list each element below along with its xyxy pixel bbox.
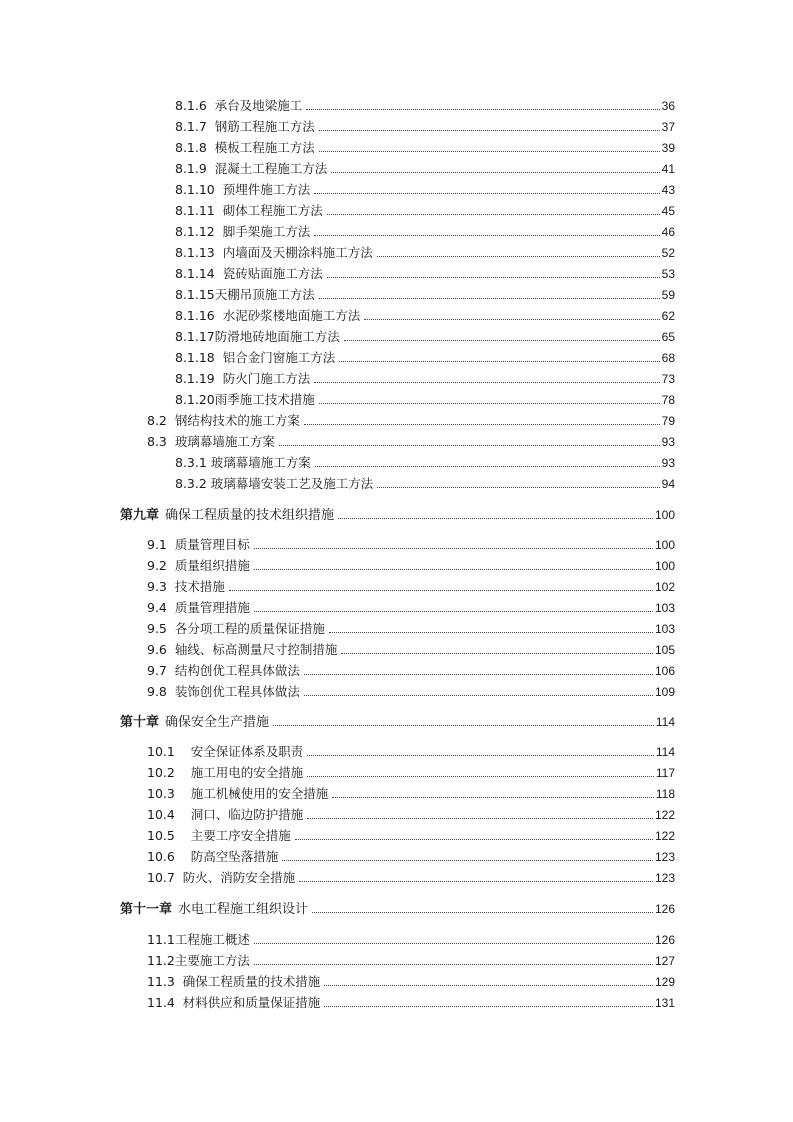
toc-entry-8-3[interactable]	[147, 433, 675, 451]
toc-entry-label: 9.8 装饰创优工程具体做法	[147, 684, 300, 699]
toc-entry-8-1-12[interactable]	[175, 223, 675, 241]
toc-page-number: 109	[654, 685, 675, 699]
toc-page-number: 52	[661, 246, 675, 260]
toc-entry-label: 8.3 玻璃幕墙施工方案	[147, 434, 275, 449]
toc-chapter-label: 第九章 确保工程质量的技术组织措施	[120, 508, 335, 523]
toc-page-number: 46	[661, 225, 675, 239]
toc-entry-label: 10.3 施工机械使用的安全措施	[147, 786, 329, 801]
toc-page-number: 114	[655, 715, 675, 729]
toc-page-number: 100	[654, 508, 675, 522]
toc-page-number: 100	[654, 538, 675, 552]
toc-entry-9-6[interactable]	[147, 641, 675, 659]
toc-entry-label: 8.1.11 砌体工程施工方法	[175, 203, 323, 218]
toc-page-number: 126	[654, 933, 675, 947]
toc-page-number: 103	[654, 622, 675, 636]
toc-page-number: 122	[654, 829, 675, 843]
toc-entry-8-1-9[interactable]	[175, 160, 675, 178]
toc-page-number: 36	[661, 99, 675, 113]
toc-page-number: 127	[654, 954, 675, 968]
toc-entry-label: 10.6 防高空坠落措施	[147, 849, 279, 864]
toc-entry-label: 8.1.12 脚手架施工方法	[175, 224, 311, 239]
toc-entry-9-4[interactable]	[147, 599, 675, 617]
toc-entry-label: 8.1.17防滑地砖地面施工方法	[175, 329, 340, 344]
toc-page-number: 102	[654, 580, 675, 594]
toc-entry-label: 8.1.19 防火门施工方法	[175, 371, 311, 386]
toc-entry-label: 10.1 安全保证体系及职责	[147, 744, 304, 759]
toc-entry-10-4[interactable]	[147, 806, 675, 824]
toc-entry-9-1[interactable]	[147, 536, 675, 554]
toc-entry-label: 8.1.10 预埋件施工方法	[175, 182, 311, 197]
toc-entry-10-5[interactable]	[147, 827, 675, 845]
toc-page-number: 39	[661, 141, 675, 155]
toc-chapter-9[interactable]	[120, 506, 675, 524]
toc-entry-8-1-6[interactable]	[175, 97, 675, 115]
toc-entry-8-1-13[interactable]	[175, 244, 675, 262]
toc-entry-label: 8.1.20雨季施工技术措施	[175, 392, 315, 407]
toc-entry-8-3-1[interactable]	[175, 454, 675, 472]
toc-page-number: 78	[661, 393, 675, 407]
toc-entry-9-7[interactable]	[147, 662, 675, 680]
toc-entry-label: 8.1.9 混凝土工程施工方法	[175, 161, 328, 176]
toc-page-number: 105	[654, 643, 675, 657]
toc-entry-label: 10.5 主要工序安全措施	[147, 828, 291, 843]
toc-entry-label: 8.3.1 玻璃幕墙施工方案	[175, 455, 311, 470]
toc-entry-label: 8.1.7 钢筋工程施工方法	[175, 119, 315, 134]
toc-page-number: 118	[655, 787, 675, 801]
toc-page-number: 41	[661, 162, 675, 176]
toc-page-number: 122	[654, 808, 675, 822]
toc-entry-8-1-18[interactable]	[175, 349, 675, 367]
toc-entry-10-2[interactable]	[147, 764, 675, 782]
toc-entry-label: 8.1.18 铝合金门窗施工方法	[175, 350, 336, 365]
toc-page-number: 131	[654, 996, 675, 1010]
toc-entry-10-6[interactable]	[147, 848, 675, 866]
toc-entry-9-3[interactable]	[147, 578, 675, 596]
toc-entry-8-1-11[interactable]	[175, 202, 675, 220]
toc-entry-label: 8.1.16 水泥砂浆楼地面施工方法	[175, 308, 361, 323]
toc-entry-10-7[interactable]	[147, 869, 675, 887]
toc-page-number: 94	[661, 477, 675, 491]
toc-page-number: 103	[654, 601, 675, 615]
toc-entry-8-2[interactable]	[147, 412, 675, 430]
toc-page-number: 43	[661, 183, 675, 197]
toc-entry-9-8[interactable]	[147, 683, 675, 701]
toc-chapter-11[interactable]	[120, 900, 675, 918]
toc-page-number: 68	[661, 351, 675, 365]
toc-entry-label: 8.1.14 瓷砖贴面施工方法	[175, 266, 323, 281]
toc-entry-label: 8.1.6 承台及地梁施工	[175, 98, 303, 113]
toc-chapter-10[interactable]	[120, 713, 675, 731]
toc-page-number: 62	[661, 309, 675, 323]
toc-entry-9-2[interactable]	[147, 557, 675, 575]
toc-page-number: 93	[661, 456, 675, 470]
toc-entry-8-1-16[interactable]	[175, 307, 675, 325]
toc-page-number: 123	[654, 850, 675, 864]
toc-entry-label: 8.1.15天棚吊顶施工方法	[175, 287, 315, 302]
toc-page-number: 126	[654, 902, 675, 916]
toc-entry-8-1-19[interactable]	[175, 370, 675, 388]
toc-page-number: 73	[661, 372, 675, 386]
toc-entry-8-1-17[interactable]	[175, 328, 675, 346]
toc-page-number: 65	[661, 330, 675, 344]
toc-entry-label: 11.4 材料供应和质量保证措施	[147, 995, 321, 1010]
toc-page-number: 117	[655, 766, 675, 780]
toc-page-number: 129	[654, 975, 675, 989]
toc-entry-8-1-15[interactable]	[175, 286, 675, 304]
toc-entry-label: 9.1 质量管理目标	[147, 537, 250, 552]
toc-entry-8-1-20[interactable]	[175, 391, 675, 409]
toc-chapter-label: 第十章 确保安全生产措施	[120, 715, 270, 730]
toc-page-number: 59	[661, 288, 675, 302]
toc-entry-label: 8.3.2 玻璃幕墙安装工艺及施工方法	[175, 476, 374, 491]
toc-entry-10-1[interactable]	[147, 743, 675, 761]
toc-page-number: 53	[661, 267, 675, 281]
toc-page-number: 93	[661, 435, 675, 449]
toc-entry-label: 10.4 洞口、临边防护措施	[147, 807, 304, 822]
toc-page-number: 106	[654, 664, 675, 678]
toc-entry-9-5[interactable]	[147, 620, 675, 638]
toc-entry-label: 11.2主要施工方法	[147, 953, 250, 968]
toc-entry-label: 9.6 轴线、标高测量尺寸控制措施	[147, 642, 338, 657]
toc-entry-label: 9.5 各分项工程的质量保证措施	[147, 621, 325, 636]
toc-entry-label: 8.1.8 模板工程施工方法	[175, 140, 315, 155]
toc-page-number: 114	[655, 745, 675, 759]
toc-entry-11-4[interactable]	[147, 994, 675, 1012]
toc-entry-label: 11.1工程施工概述	[147, 932, 250, 947]
toc-entry-10-3[interactable]	[147, 785, 675, 803]
toc-entry-label: 8.1.13 内墙面及天棚涂料施工方法	[175, 245, 373, 260]
toc-entry-label: 8.2 钢结构技术的施工方案	[147, 413, 300, 428]
toc-page-number: 123	[654, 871, 675, 885]
toc-entry-11-3[interactable]	[147, 973, 675, 991]
toc-entry-8-3-2[interactable]	[175, 475, 675, 493]
toc-page-number: 37	[661, 120, 675, 134]
toc-entry-label: 9.4 质量管理措施	[147, 600, 250, 615]
toc-entry-label: 10.2 施工用电的安全措施	[147, 765, 304, 780]
toc-entry-label: 9.3 技术措施	[147, 579, 225, 594]
toc-page-number: 79	[661, 414, 675, 428]
toc-entry-8-1-10[interactable]	[175, 181, 675, 199]
toc-entry-label: 9.7 结构创优工程具体做法	[147, 663, 300, 678]
toc-entry-11-2[interactable]	[147, 952, 675, 970]
toc-entry-11-1[interactable]	[147, 931, 675, 949]
toc-entry-8-1-14[interactable]	[175, 265, 675, 283]
toc-entry-8-1-8[interactable]	[175, 139, 675, 157]
toc-entry-8-1-7[interactable]	[175, 118, 675, 136]
toc-entry-label: 10.7 防火、消防安全措施	[147, 870, 296, 885]
toc-page-number: 100	[654, 559, 675, 573]
toc-entry-label: 11.3 确保工程质量的技术措施	[147, 974, 321, 989]
toc-entry-label: 9.2 质量组织措施	[147, 558, 250, 573]
toc-chapter-label: 第十一章 水电工程施工组织设计	[120, 902, 309, 917]
toc-page-number: 45	[661, 204, 675, 218]
